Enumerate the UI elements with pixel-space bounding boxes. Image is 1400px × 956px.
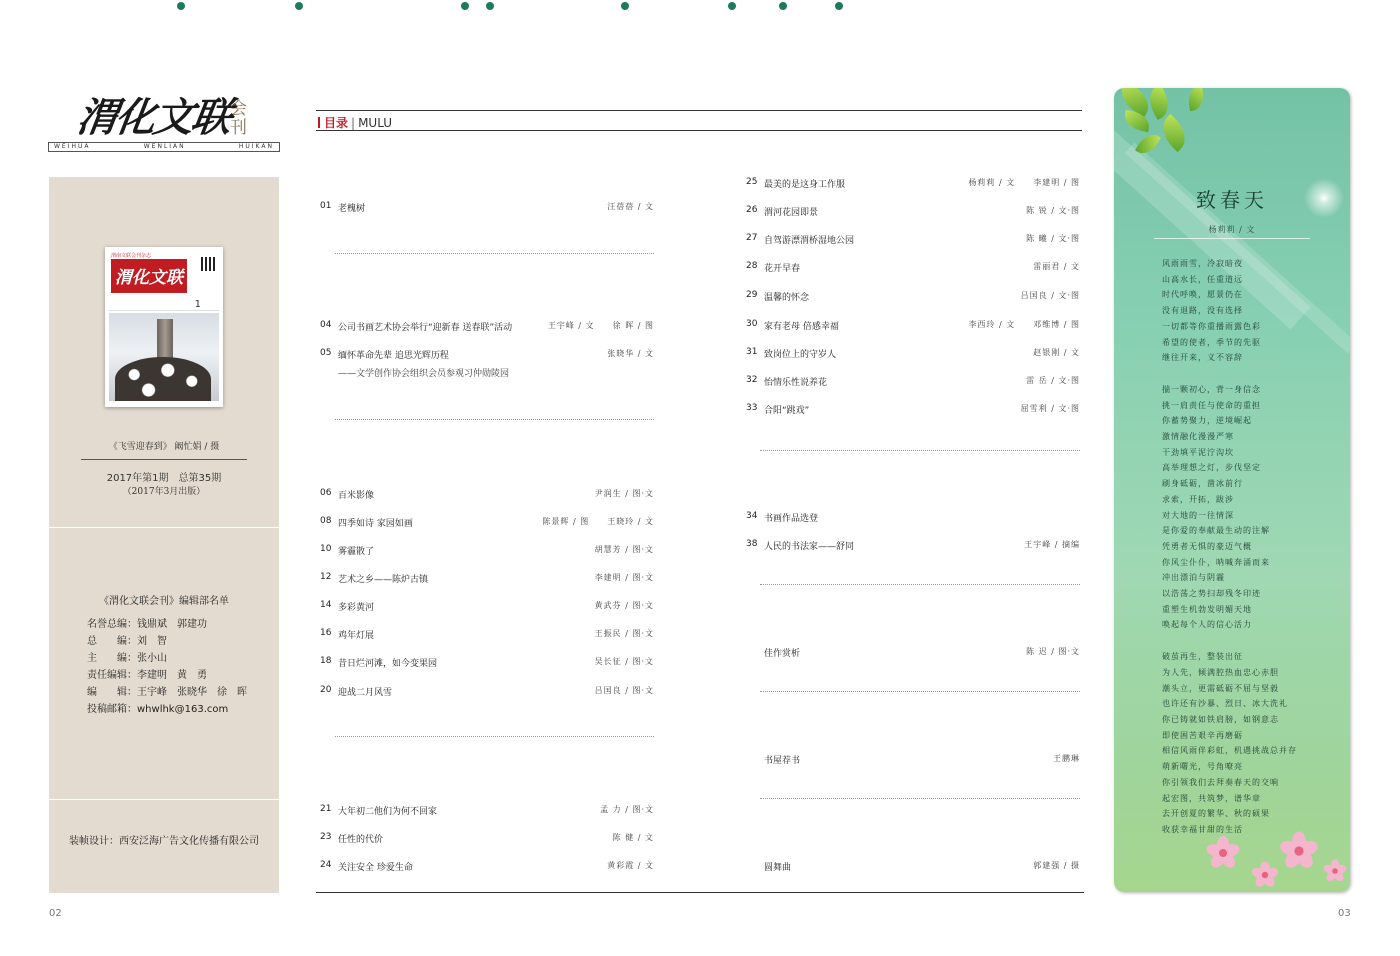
cover-photo bbox=[109, 313, 219, 401]
toc-article-title: 大年初二他们为何不回家 bbox=[338, 807, 438, 817]
toc-credit: 陈景辉 / 图 王晓玲 / 文 bbox=[542, 517, 654, 526]
toc-credit: 吕国良 / 文·图 bbox=[1020, 291, 1080, 300]
poem-line: 去开创夏的繁华、秋的硕果 bbox=[1162, 809, 1270, 819]
toc-section-title bbox=[835, 0, 854, 14]
staff-names: 钱鼎斌 郭建功 bbox=[137, 619, 207, 630]
poem-line: 你引领我们去拜奏春天的交响 bbox=[1162, 777, 1279, 787]
header-en: MULU bbox=[358, 116, 393, 130]
toc-row bbox=[320, 544, 654, 558]
divider bbox=[81, 459, 247, 460]
toc-credit: 郭建强 / 摄 bbox=[1033, 861, 1080, 870]
staff-names: 张小山 bbox=[137, 653, 167, 664]
poem-line: 即使困苦艰辛再磨砺 bbox=[1162, 730, 1243, 740]
poem-line: 你蓄势聚力，逆境崛起 bbox=[1162, 416, 1252, 426]
toc-credit: 孟 力 / 图·文 bbox=[600, 805, 654, 814]
toc-page-number: 31 bbox=[746, 347, 758, 357]
toc-row bbox=[746, 233, 1080, 247]
toc-row bbox=[320, 804, 654, 818]
toc-page-number: 32 bbox=[746, 375, 758, 385]
header-rule-top bbox=[316, 110, 1082, 111]
header-separator: | bbox=[351, 116, 356, 130]
toc-row bbox=[320, 320, 654, 334]
section-dot-icon bbox=[835, 2, 843, 10]
toc-credit: 李西玲 / 文 邓维博 / 图 bbox=[968, 320, 1080, 329]
poem-line: 重塑生机勃发明媚天地 bbox=[1162, 604, 1252, 614]
dotted-separator bbox=[335, 253, 654, 254]
toc-section-title bbox=[621, 0, 640, 14]
toc-credit: 王鹏琳 bbox=[1053, 754, 1080, 763]
toc-row bbox=[320, 832, 654, 846]
toc-section-title bbox=[728, 0, 747, 14]
page-number-right: 03 bbox=[1338, 908, 1351, 919]
poem-line: 揣一颗初心，背一身信念 bbox=[1162, 384, 1261, 394]
qr-code-icon bbox=[201, 257, 215, 271]
toc-row bbox=[320, 600, 654, 614]
publish-date: （2017年3月出版） bbox=[122, 487, 206, 497]
staff-role: 投稿邮箱： bbox=[87, 704, 137, 715]
toc-page-number: 20 bbox=[320, 685, 332, 695]
staff-role: 总 编： bbox=[87, 636, 137, 647]
poem-line: 对大地的一往情深 bbox=[1162, 510, 1234, 520]
dotted-separator bbox=[335, 736, 654, 737]
toc-page-number: 01 bbox=[320, 201, 332, 211]
toc-credit: 雷 岳 / 文·图 bbox=[1026, 376, 1080, 385]
leaf-icon bbox=[1186, 88, 1206, 111]
toc-article-title: 缅怀革命先辈 追思光辉历程 bbox=[338, 351, 449, 361]
cover-issue-mark: 1 bbox=[194, 299, 201, 310]
cover-small-text: 渭南文联会刊杂志 bbox=[111, 253, 152, 259]
stanza-gap bbox=[1162, 366, 1342, 382]
info-panel bbox=[49, 177, 279, 893]
toc-page-number: 16 bbox=[320, 628, 332, 638]
toc-article-title: 雾霾散了 bbox=[338, 547, 375, 557]
staff-row bbox=[87, 666, 207, 681]
poem-line: 为人先，倾满腔热血忠心赤胆 bbox=[1162, 667, 1279, 677]
toc-page-number: 33 bbox=[746, 403, 758, 413]
toc-article-title: 花开早春 bbox=[764, 264, 801, 274]
section-dot-icon bbox=[177, 2, 185, 10]
toc-article-title: 任性的代价 bbox=[338, 835, 384, 845]
cover-snow bbox=[115, 357, 211, 401]
toc-page-number: 29 bbox=[746, 290, 758, 300]
toc-article-title: 艺术之乡——陈炉古镇 bbox=[338, 575, 429, 585]
toc-article-title: 书画作品选登 bbox=[764, 514, 819, 524]
toc-page-number: 06 bbox=[320, 488, 332, 498]
toc-row bbox=[746, 511, 1080, 525]
toc-credit: 胡慧芳 / 图·文 bbox=[594, 545, 654, 554]
flower-icon bbox=[1323, 859, 1347, 883]
pinyin-3: HUIKAN bbox=[238, 143, 274, 150]
toc-credit: 杨莉莉 / 文 李建明 / 图 bbox=[968, 178, 1080, 187]
toc-credit: 陈 锐 / 文·图 bbox=[1026, 206, 1080, 215]
poem-line: 潮头立，更需砥砺不屈与坚毅 bbox=[1162, 683, 1279, 693]
toc-section-title bbox=[486, 0, 505, 14]
pinyin-2: WENLIAN bbox=[143, 143, 186, 150]
toc-page-number: 24 bbox=[320, 860, 332, 870]
staff-row bbox=[87, 649, 167, 664]
toc-article-title: 怡情乐性说养花 bbox=[764, 378, 828, 388]
poem-body bbox=[1162, 256, 1342, 838]
poem-line: 冲出漂泊与阴霾 bbox=[1162, 573, 1225, 583]
poem-line: 你已铸就如铁肩膀，如钢意志 bbox=[1162, 714, 1279, 724]
staff-row bbox=[87, 683, 247, 698]
staff-row bbox=[87, 615, 207, 630]
poem-line: 唤起每个人的信心活力 bbox=[1162, 620, 1252, 630]
toc-credit: 王振民 / 图·文 bbox=[594, 629, 654, 638]
staff-names: 王宇峰 张晓华 徐 晖 bbox=[137, 687, 247, 698]
toc-page-number: 05 bbox=[320, 348, 332, 358]
toc-credit: 雷丽君 / 文 bbox=[1033, 262, 1080, 271]
poem-line: 以浩荡之势扫却残冬印迹 bbox=[1162, 589, 1261, 599]
toc-page-number: 38 bbox=[746, 539, 758, 549]
masthead-title: 渭化文联 bbox=[74, 94, 233, 141]
toc-row bbox=[746, 261, 1080, 275]
toc-row bbox=[746, 539, 1080, 553]
toc-section-title bbox=[177, 0, 196, 14]
toc-article-title: 昔日烂河滩，如今变果园 bbox=[338, 659, 438, 669]
poem-line: 你风尘仆仆，呐喊奔涌而来 bbox=[1162, 557, 1270, 567]
toc-credit: 陈 曦 / 文·图 bbox=[1026, 234, 1080, 243]
toc-row bbox=[320, 348, 654, 362]
toc-article-title: 最美的是这身工作服 bbox=[764, 180, 846, 190]
toc-page-number: 18 bbox=[320, 656, 332, 666]
toc-article-title: 鸡年灯展 bbox=[338, 631, 375, 641]
toc-row bbox=[320, 572, 654, 586]
stanza-gap bbox=[1162, 633, 1342, 649]
divider bbox=[49, 799, 279, 800]
toc-article-title: 四季如诗 家园如画 bbox=[338, 519, 413, 529]
toc-row bbox=[320, 516, 654, 530]
poem-title: 致春天 bbox=[1196, 188, 1268, 212]
toc-credit: 李建明 / 图·文 bbox=[594, 573, 654, 582]
section-dot-icon bbox=[779, 2, 787, 10]
toc-section-title bbox=[779, 0, 798, 14]
toc-row bbox=[746, 646, 1080, 660]
toc-article-title: 百米影像 bbox=[338, 491, 375, 501]
poem-line: 相信风雨伴彩虹，机遇挑战总并存 bbox=[1162, 746, 1297, 756]
toc-page-number: 10 bbox=[320, 544, 332, 554]
header-rule-bottom bbox=[316, 130, 1082, 131]
flower-icon bbox=[1279, 831, 1318, 870]
cover-thumbnail bbox=[105, 247, 223, 407]
poem-line: 希望的使者，季节的先驱 bbox=[1162, 337, 1261, 347]
leaf-icon bbox=[1123, 110, 1152, 132]
toc-credit: 尹润生 / 图·文 bbox=[594, 489, 654, 498]
toc-row bbox=[746, 860, 1080, 874]
toc-article-title: 家有老母 倍感幸福 bbox=[764, 322, 839, 332]
toc-row bbox=[746, 375, 1080, 389]
masthead-pinyin bbox=[54, 142, 274, 152]
toc-section-title bbox=[461, 0, 480, 14]
staff-row bbox=[87, 632, 167, 647]
toc-credit: 汪蓓蓓 / 文 bbox=[607, 202, 654, 211]
header-cn: 目录 bbox=[324, 116, 349, 130]
toc-article-title: 佳作赏析 bbox=[764, 649, 801, 659]
toc-credit: 黄武芬 / 图·文 bbox=[594, 601, 654, 610]
toc-row bbox=[746, 290, 1080, 304]
toc-credit: 屈雪利 / 文·图 bbox=[1020, 404, 1080, 413]
staff-title: 《渭化文联会刊》编辑部名单 bbox=[99, 596, 229, 607]
toc-row bbox=[746, 177, 1080, 191]
toc-article-title: 关注安全 珍爱生命 bbox=[338, 863, 413, 873]
toc-row bbox=[320, 685, 654, 699]
toc-row bbox=[746, 347, 1080, 361]
toc-row bbox=[746, 319, 1080, 333]
staff-names: 李建明 黄 勇 bbox=[137, 670, 207, 681]
section-dot-icon bbox=[486, 2, 494, 10]
cover-caption: 《飞雪迎春到》 阚忙娟 / 摄 bbox=[108, 442, 220, 452]
toc-page-number: 27 bbox=[746, 233, 758, 243]
issue-number: 2017年第1期 总第35期 bbox=[106, 473, 222, 484]
poem-line: 刷身砥砺，凿冰前行 bbox=[1162, 479, 1243, 489]
poem-line: 时代呼唤，愿景仍在 bbox=[1162, 290, 1243, 300]
toc-article-title: 人民的书法家——舒同 bbox=[764, 542, 855, 552]
toc-article-title: 公司书画艺术协会举行“迎新春 送春联”活动 bbox=[338, 323, 513, 333]
toc-credit: 张晓华 / 文 bbox=[607, 349, 654, 358]
toc-row bbox=[746, 403, 1080, 417]
dotted-separator bbox=[760, 450, 1080, 451]
toc-row-subtitle bbox=[320, 366, 654, 380]
flower-icon bbox=[1251, 861, 1278, 888]
staff-role: 编 辑： bbox=[87, 687, 137, 698]
toc-page-number: 12 bbox=[320, 572, 332, 582]
poem-line: 挑一肩责任与使命的重担 bbox=[1162, 400, 1261, 410]
toc-article-title: 温馨的怀念 bbox=[764, 293, 810, 303]
toc-article-title: 书屋荐书 bbox=[764, 756, 801, 766]
poem-line: 萌新曙光，号角嘹亮 bbox=[1162, 762, 1243, 772]
poem-line: 没有退路，没有选择 bbox=[1162, 306, 1243, 316]
bottom-rule bbox=[316, 892, 1084, 893]
dotted-separator bbox=[335, 419, 654, 420]
toc-row bbox=[320, 488, 654, 502]
toc-page-number: 23 bbox=[320, 832, 332, 842]
poem-line: 是你爱的奉献最生动的注解 bbox=[1162, 526, 1270, 536]
divider bbox=[49, 527, 279, 528]
leaf-icon bbox=[1155, 114, 1193, 152]
header-accent-bar bbox=[318, 117, 320, 128]
toc-page-number: 26 bbox=[746, 205, 758, 215]
poem-line: 继往开来，义不容辞 bbox=[1162, 353, 1243, 363]
toc-header bbox=[318, 114, 392, 131]
toc-credit: 陈 迟 / 图·文 bbox=[1026, 647, 1080, 656]
toc-page-number: 34 bbox=[746, 511, 758, 521]
toc-credit: 王宇峰 / 摘编 bbox=[1024, 540, 1080, 549]
toc-credit: 吴长征 / 图·文 bbox=[594, 657, 654, 666]
staff-role: 名誉总编： bbox=[87, 619, 137, 630]
dotted-separator bbox=[760, 691, 1080, 692]
staff-names: 刘 智 bbox=[137, 636, 167, 647]
toc-page-number: 21 bbox=[320, 804, 332, 814]
dotted-separator bbox=[760, 584, 1080, 585]
toc-article-title: 多彩黄河 bbox=[338, 603, 375, 613]
toc-row bbox=[320, 860, 654, 874]
toc-page-number: 04 bbox=[320, 320, 332, 330]
design-credit: 装帧设计：西安泛海广告文化传播有限公司 bbox=[69, 836, 259, 847]
masthead-side: 会刊 bbox=[230, 99, 247, 138]
toc-article-title: 老槐树 bbox=[338, 204, 366, 214]
toc-page-number: 25 bbox=[746, 177, 758, 187]
toc-page-number: 14 bbox=[320, 600, 332, 610]
poem-line: 求索，开拓，跋涉 bbox=[1162, 494, 1234, 504]
toc-page-number: 28 bbox=[746, 261, 758, 271]
pinyin-1: WEIHUA bbox=[54, 143, 91, 150]
toc-page-number: 08 bbox=[320, 516, 332, 526]
toc-credit: 黄彩霞 / 文 bbox=[607, 861, 654, 870]
section-dot-icon bbox=[621, 2, 629, 10]
section-dot-icon bbox=[728, 2, 736, 10]
toc-credit: 陈 健 / 文 bbox=[612, 833, 654, 842]
masthead-logo bbox=[48, 80, 280, 154]
toc-article-title: 致岗位上的守岁人 bbox=[764, 350, 837, 360]
page-number-left: 02 bbox=[49, 908, 62, 919]
poem-line: 干劲填平泥泞沟坎 bbox=[1162, 447, 1234, 457]
poem-line: 收获幸福甘甜的生活 bbox=[1162, 824, 1243, 834]
staff-names: whwlhk@163.com bbox=[137, 704, 229, 715]
toc-article-title: 自驾游漂渭桥湿地公园 bbox=[764, 236, 855, 246]
section-dot-icon bbox=[461, 2, 469, 10]
poem-line: 激情融化漫漫严寒 bbox=[1162, 432, 1234, 442]
cover-masthead: 渭化文联 bbox=[115, 268, 183, 288]
dotted-separator bbox=[760, 798, 1080, 799]
poem-panel bbox=[1114, 88, 1350, 892]
flower-icon bbox=[1206, 836, 1240, 870]
poem-line: 风雨雨雪，冷寂暗夜 bbox=[1162, 259, 1243, 268]
toc-article-title: 渭河花园即景 bbox=[764, 208, 819, 218]
toc-article-title: 迎战二月风雪 bbox=[338, 688, 393, 698]
toc-credit: 赵银刚 / 文 bbox=[1033, 348, 1080, 357]
poem-line: 凭勇者无惧的豪迈气概 bbox=[1162, 541, 1252, 551]
toc-subtitle: ——文学创作协会组织会员参观习仲勋陵园 bbox=[338, 369, 510, 379]
poem-author: 杨莉莉 / 文 bbox=[1208, 225, 1256, 234]
toc-row bbox=[320, 201, 654, 215]
poem-line: 一切都等你重播雨露色彩 bbox=[1162, 321, 1261, 331]
poem-line: 起宏图，共筑梦，谱华章 bbox=[1162, 793, 1261, 803]
staff-row bbox=[87, 700, 228, 715]
section-dot-icon bbox=[295, 2, 303, 10]
toc-credit: 王宇峰 / 文 徐 晖 / 图 bbox=[547, 321, 654, 330]
toc-row bbox=[746, 205, 1080, 219]
staff-role: 主 编： bbox=[87, 653, 137, 664]
poem-line: 山高水长，任重道远 bbox=[1162, 274, 1243, 284]
cover-top bbox=[109, 251, 219, 311]
poem-divider bbox=[1154, 238, 1310, 239]
toc-article-title: 圆舞曲 bbox=[764, 863, 792, 873]
toc-section-title bbox=[295, 0, 314, 14]
toc-page-number: 30 bbox=[746, 319, 758, 329]
toc-row bbox=[320, 656, 654, 670]
poem-line: 高举理想之灯，步伐坚定 bbox=[1162, 463, 1261, 473]
staff-role: 责任编辑： bbox=[87, 670, 137, 681]
poem-line: 破茧再生，整装出征 bbox=[1162, 652, 1243, 662]
poem-line: 也许还有沙暴、烈日、冰大洗礼 bbox=[1162, 699, 1288, 709]
toc-credit: 吕国良 / 图·文 bbox=[594, 686, 654, 695]
toc-row bbox=[746, 753, 1080, 767]
toc-row bbox=[320, 628, 654, 642]
toc-article-title: 合阳“跳戏” bbox=[764, 406, 810, 416]
